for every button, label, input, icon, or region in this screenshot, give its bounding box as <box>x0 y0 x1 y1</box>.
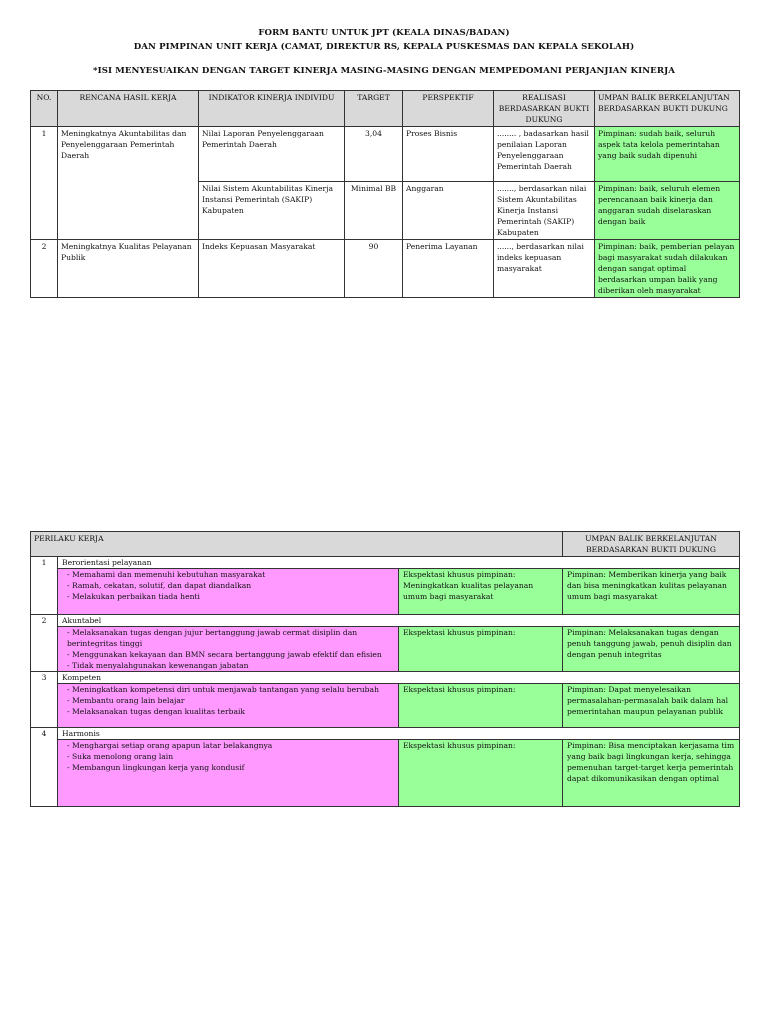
umpan-balik-cell: Pimpinan: baik, pemberian pelayan bagi masyarakat sudah dilakukan dengan sangat optimal berdasarkan umpan balik yang diberikan oleh masyarakat <box>595 240 740 298</box>
column-header-target: TARGET <box>345 91 403 127</box>
behavior-category-row <box>31 728 740 740</box>
behavior-items <box>58 684 399 728</box>
behavior-category-title: Kompeten <box>58 672 740 684</box>
ekspektasi-cell: Ekspektasi khusus pimpinan: <box>399 740 563 807</box>
target-cell: Minimal BB <box>345 182 403 240</box>
table-header-row <box>31 91 740 127</box>
behavior-category-title: Akuntabel <box>58 615 740 627</box>
column-header-umpan-balik: UMPAN BALIK BERKELANJUTAN BERDASARKAN BUKTI DUKUNG <box>595 91 740 127</box>
list-item: - Tidak menyalahgunakan kewenangan jabatan <box>62 660 394 671</box>
perilaku-kerja-table <box>30 531 740 807</box>
rencana-cell: Meningkatnya Kualitas Pelayanan Publik <box>58 240 199 298</box>
kinerja-table <box>30 90 740 298</box>
behavior-items <box>58 569 399 615</box>
column-header-perspektif: PERSPEKTIF <box>403 91 494 127</box>
list-item: - Melakukan perbaikan tiada henti <box>62 591 394 602</box>
umpan-balik-cell: Pimpinan: sudah baik, seluruh aspek tata kelola pemerintahan yang baik sudah dipenuhi <box>595 127 740 182</box>
list-item: - Memahami dan memenuhi kebutuhan masyarakat <box>62 569 394 580</box>
list-item: - Melaksanakan tugas dengan jujur bertanggung jawab cermat disiplin dan berintegritas tinggi <box>62 627 394 649</box>
row-number: 2 <box>31 615 58 672</box>
umpan-balik-cell: Pimpinan: Dapat menyelesaikan permasalahan-permasalah baik dalam hal pemerintahan maupun pelayanan publik <box>563 684 740 728</box>
row-number: 2 <box>31 240 58 298</box>
indikator-cell: Indeks Kepuasan Masyarakat <box>199 240 345 298</box>
umpan-balik-header: UMPAN BALIK BERKELANJUTAN BERDASARKAN BUKTI DUKUNG <box>563 532 740 557</box>
column-header-rencana: RENCANA HASIL KERJA <box>58 91 199 127</box>
realisasi-cell: ........ , badasarkan hasil penilaian Laporan Penyelenggaraan Pemerintah Daerah <box>494 127 595 182</box>
list-item: - Suka menolong orang lain <box>62 751 394 762</box>
behavior-category-title: Berorientasi pelayanan <box>58 557 740 569</box>
realisasi-cell: ......, berdasarkan nilai indeks kepuasan masyarakat <box>494 240 595 298</box>
row-number: 1 <box>31 127 58 240</box>
umpan-balik-cell: Pimpinan: Melaksanakan tugas dengan penuh tanggung jawab, penuh disiplin dan dengan penuh integritas <box>563 627 740 672</box>
behavior-category-title: Harmonis <box>58 728 740 740</box>
table-row <box>31 127 740 182</box>
form-subtitle: DAN PIMPINAN UNIT KERJA (CAMAT, DIREKTUR RS, KEPALA PUSKESMAS DAN KEPALA SEKOLAH) <box>133 42 635 52</box>
column-header-indikator: INDIKATOR KINERJA INDIVIDU <box>199 91 345 127</box>
realisasi-cell: ......., berdasarkan nilai Sistem Akuntabilitas Kinerja Instansi Pemerintah (SAKIP) Kabupaten <box>494 182 595 240</box>
ekspektasi-cell: Ekspektasi khusus pimpinan: <box>399 627 563 672</box>
row-number: 1 <box>31 557 58 615</box>
table-row <box>31 740 740 807</box>
behavior-items <box>58 740 399 807</box>
list-item: - Ramah, cekatan, solutif, dan dapat diandalkan <box>62 580 394 591</box>
table-row <box>31 684 740 728</box>
ekspektasi-cell: Ekspektasi khusus pimpinan: Meningkatkan kualitas pelayanan umum bagi masyarakat <box>399 569 563 615</box>
list-item: - Menggunakan kekayaan dan BMN secara bertanggung jawab efektif dan efisien <box>62 649 394 660</box>
perspektif-cell: Penerima Layanan <box>403 240 494 298</box>
behavior-category-row <box>31 557 740 569</box>
perspektif-cell: Anggaran <box>403 182 494 240</box>
behavior-items <box>58 627 399 672</box>
column-header-realisasi: REALISASI BERDASARKAN BUKTI DUKUNG <box>494 91 595 127</box>
perspektif-cell: Proses Bisnis <box>403 127 494 182</box>
list-item: - Meningkatkan kompetensi diri untuk menjawab tantangan yang selalu berubah <box>62 684 394 695</box>
umpan-balik-cell: Pimpinan: baik, seluruh elemen perencanaan baik kinerja dan anggaran sudah diselaraskan dengan baik <box>595 182 740 240</box>
row-number: 3 <box>31 672 58 728</box>
list-item: - Melaksanakan tugas dengan kualitas terbaik <box>62 706 394 717</box>
umpan-balik-cell: Pimpinan: Memberikan kinerja yang baik dan bisa meningkatkan kulitas pelayanan umum bagi masyarakat <box>563 569 740 615</box>
indikator-cell: Nilai Sistem Akuntabilitas Kinerja Instansi Pemerintah (SAKIP) Kabupaten <box>199 182 345 240</box>
behavior-category-row <box>31 615 740 627</box>
list-item: - Membangun lingkungan kerja yang kondusif <box>62 762 394 773</box>
behavior-category-row <box>31 672 740 684</box>
table-row <box>31 569 740 615</box>
form-instruction: *ISI MENYESUAIKAN DENGAN TARGET KINERJA MASING-MASING DENGAN MEMPEDOMANI PERJANJIAN KINERJA <box>93 66 675 76</box>
form-title: FORM BANTU UNTUK JPT (KEALA DINAS/BADAN) <box>258 28 510 38</box>
umpan-balik-cell: Pimpinan: Bisa menciptakan kerjasama tim yang baik bagi lingkungan kerja, sehingga pemenuhan target-target kerja pemerintah dapat dikomunikasikan dengan optimal <box>563 740 740 807</box>
target-cell: 90 <box>345 240 403 298</box>
indikator-cell: Nilai Laporan Penyelenggaraan Pemerintah Daerah <box>199 127 345 182</box>
rencana-cell: Meningkatnya Akuntabilitas dan Penyelenggaraan Pemerintah Daerah <box>58 127 199 240</box>
table-header-row <box>31 532 740 557</box>
table-row <box>31 627 740 672</box>
row-number: 4 <box>31 728 58 807</box>
ekspektasi-cell: Ekspektasi khusus pimpinan: <box>399 684 563 728</box>
target-cell: 3,04 <box>345 127 403 182</box>
table-row <box>31 240 740 298</box>
list-item: - Menghargai setiap orang apapun latar belakangnya <box>62 740 394 751</box>
column-header-no: NO. <box>31 91 58 127</box>
list-item: - Membantu orang lain belajar <box>62 695 394 706</box>
perilaku-kerja-header: PERILAKU KERJA <box>31 532 563 557</box>
